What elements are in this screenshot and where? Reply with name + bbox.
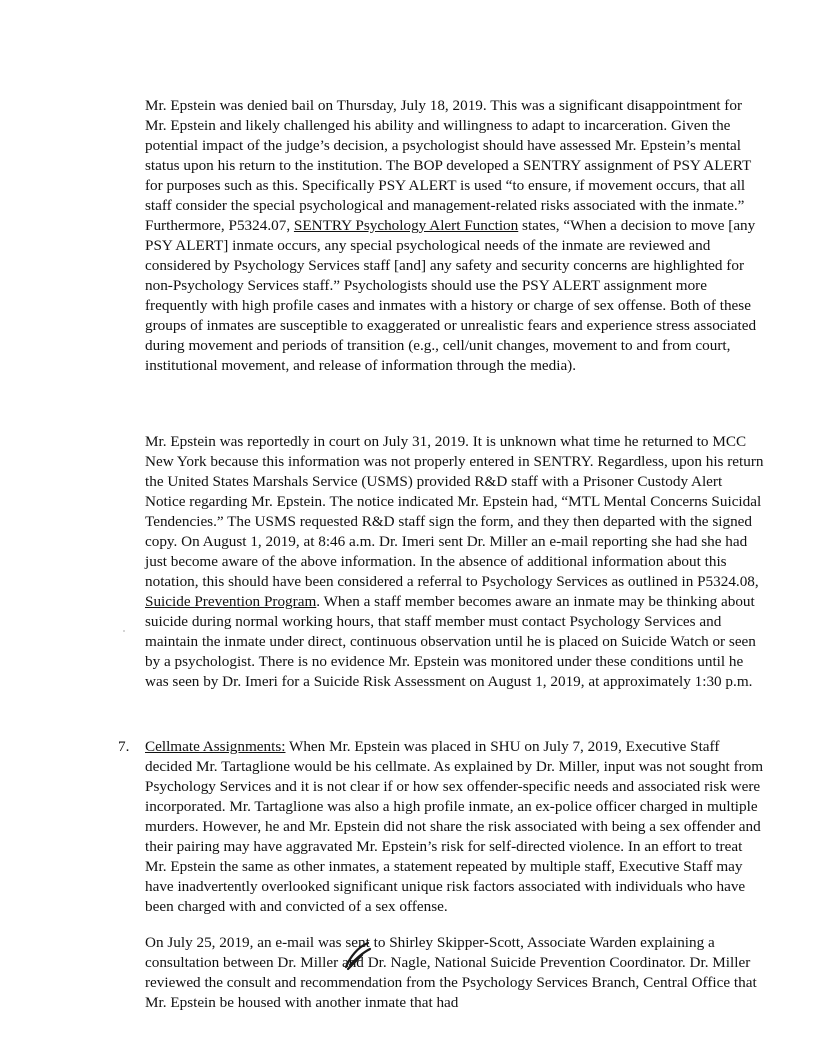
- list-item-heading: Cellmate Assignments:: [145, 738, 286, 755]
- policy-reference-suicide-prevention: Suicide Prevention Program: [145, 593, 317, 610]
- list-item-cellmate-assignments: [145, 737, 765, 917]
- paragraph-text: Mr. Epstein was reportedly in court on July 31, 2019. It is unknown what time he returned to MCC New York because this information was not properly entered in SENTRY. Regardless, upon his return the United States Marshals Service (USMS) provided R&D staff with a Prisoner Custody Alert Notice regarding Mr. Epstein. The notice indicated Mr. Epstein had, “MTL Mental Concerns Suicidal Tendencies.” The USMS requested R&D staff sign the form, and they then departed with the signed copy. On August 1, 2019, at 8:46 a.m. Dr. Imeri sent Dr. Miller an e-mail reporting she had she had just become aware of the above information. In the absence of additional information about this notation, this should have been considered a referral to Psychology Services as outlined in P5324.08,: [145, 433, 764, 590]
- paragraph-court-return: [145, 432, 765, 692]
- paragraph-consultation: [145, 933, 765, 1013]
- paragraph-text: states, “When a decision to move [any PSY ALERT] inmate occurs, any special psychological needs of the inmate are reviewed and considered by Psychology Services staff [and] any safety and security concerns are highlighted for non-Psychology Services staff.” Psychologists should use the PSY ALERT assignment more frequently with high profile cases and inmates with a history or charge of sex offense. Both of these groups of inmates are susceptible to exaggerated or unrealistic fears and experience stress associated during movement and periods of transition (e.g., cell/unit changes, movement to and from court, institutional movement, and release of information through the media).: [145, 217, 757, 374]
- paragraph-psy-alert: [145, 96, 765, 376]
- handwritten-ink-mark-icon: [340, 937, 376, 973]
- scan-speck: [123, 630, 125, 632]
- paragraph-text: On July 25, 2019, an e-mail was sent to Shirley Skipper-Scott, Associate Warden explaining a consultation between Dr. Miller and Dr. Nagle, National Suicide Prevention Coordinator. Dr. Miller reviewed the consult and recommendation from the Psychology Services Branch, Central Office that Mr. Epstein be housed with another inmate that had: [145, 934, 757, 1011]
- list-item-text: When Mr. Epstein was placed in SHU on July 7, 2019, Executive Staff decided Mr. Tartaglione would be his cellmate. As explained by Dr. Miller, input was not sought from Psychology Services and it is not clear if or how sex offender-specific needs and associated risk were incorporated. Mr. Tartaglione was also a high profile inmate, an ex-police officer charged in multiple murders. However, he and Mr. Epstein did not share the risk associated with being a sex offender and their pairing may have aggravated Mr. Epstein’s risk for self-directed violence. In an effort to treat Mr. Epstein the same as other inmates, a statement repeated by multiple staff, Executive Staff may have inadvertently overlooked significant unique risk factors associated with individuals who have been charged with and convicted of a sex offense.: [145, 738, 764, 915]
- paragraph-text: . When a staff member becomes aware an inmate may be thinking about suicide during normal working hours, that staff member must contact Psychology Services and maintain the inmate under direct, continuous observation until he is placed on Suicide Watch or seen by a psychologist. There is no evidence Mr. Epstein was monitored under these conditions until he was seen by Dr. Imeri for a Suicide Risk Assessment on August 1, 2019, at approximately 1:30 p.m.: [145, 593, 756, 690]
- paragraph-text: Mr. Epstein was denied bail on Thursday, July 18, 2019. This was a significant disappointment for Mr. Epstein and likely challenged his ability and willingness to adapt to incarceration. Given the potential impact of the judge’s decision, a psychologist should have assessed Mr. Epstein’s mental status upon his return to the institution. The BOP developed a SENTRY assignment of PSY ALERT for purposes such as this. Specifically PSY ALERT is used “to ensure, if movement occurs, that all staff consider the special psychological and management-related risks associated with the inmate.” Furthermore, P5324.07,: [145, 97, 751, 234]
- list-item-number: 7.: [118, 738, 130, 755]
- policy-reference-sentry-psychology-alert: SENTRY Psychology Alert Function: [293, 217, 519, 234]
